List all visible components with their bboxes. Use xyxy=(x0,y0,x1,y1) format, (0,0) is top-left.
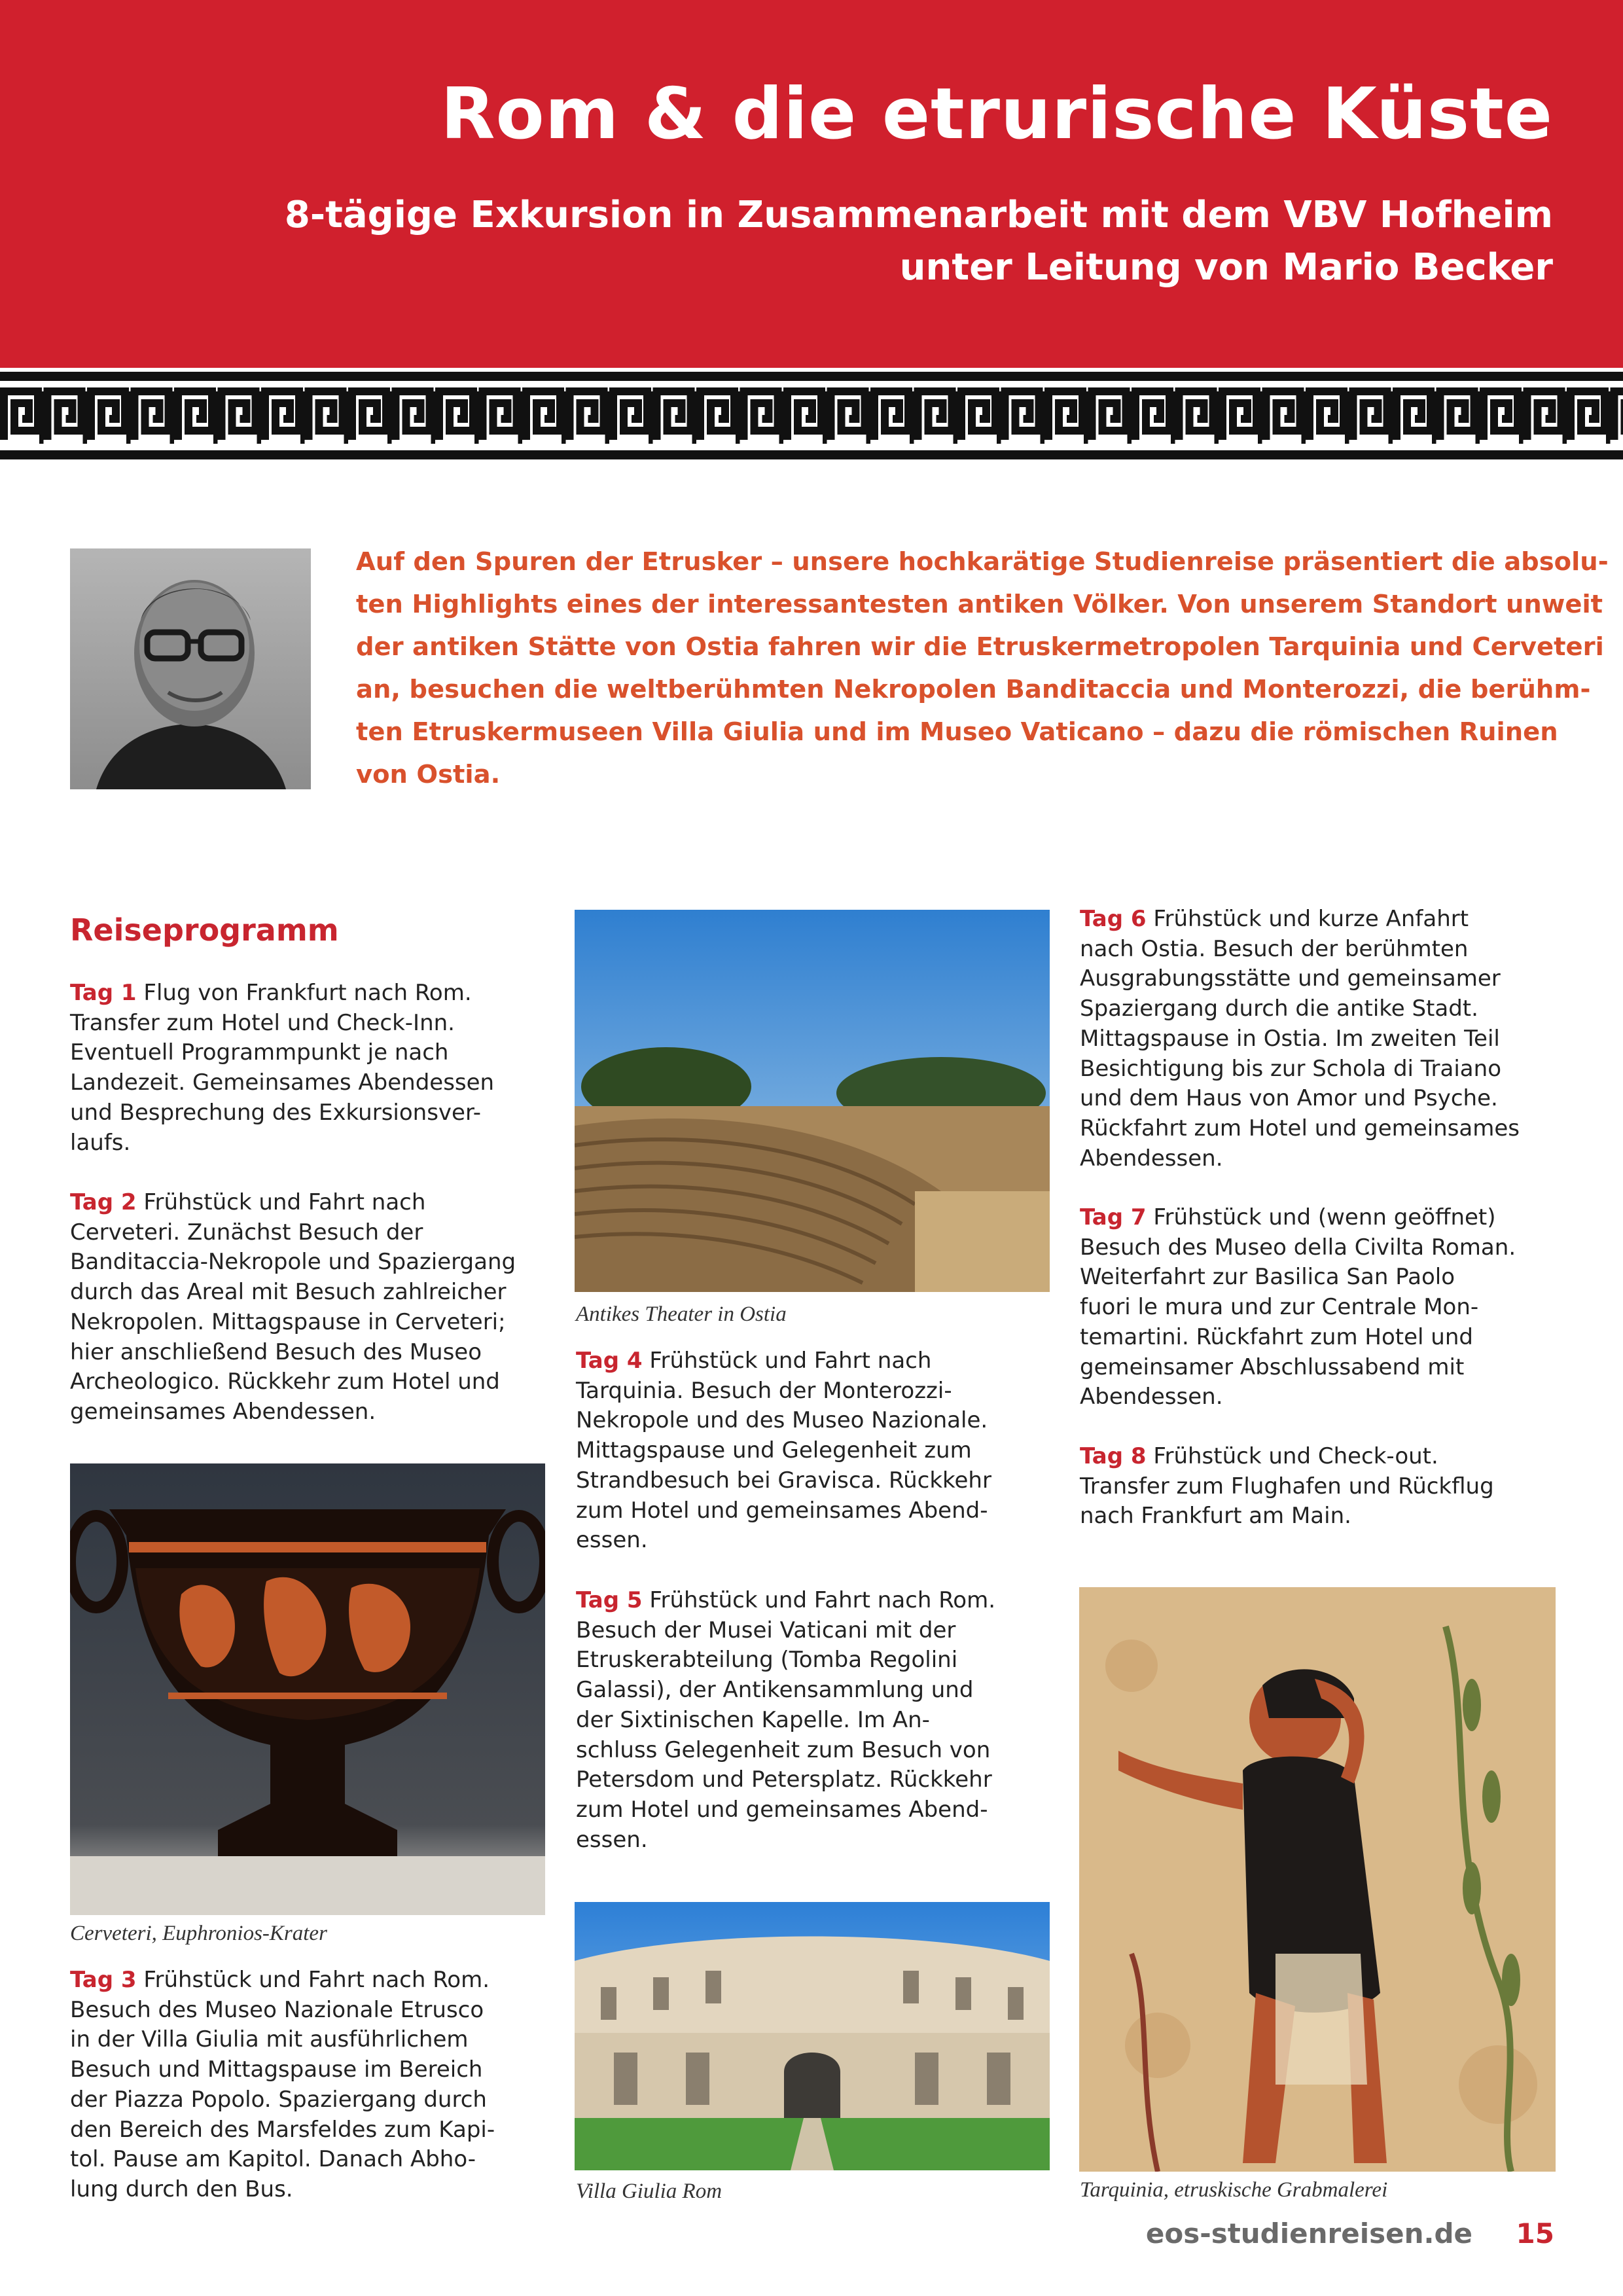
day-text: essen. xyxy=(576,1527,648,1554)
krater-illustration xyxy=(70,1463,545,1915)
greek-key-border xyxy=(0,372,1623,459)
day-text: Mittagspause und Gelegenheit zum xyxy=(576,1437,972,1464)
villa-illustration xyxy=(575,1902,1050,2170)
day-text: Transfer zum Hotel und Check-Inn. xyxy=(70,1009,455,1036)
day-text: nach Frankfurt am Main. xyxy=(1080,1503,1351,1530)
intro-line: ten Etruskermuseen Villa Giulia und im Museo Vaticano – dazu die römischen Ruinen xyxy=(356,717,1558,747)
day-text: Banditaccia-Nekropole und Spaziergang xyxy=(70,1249,516,1276)
day-text: Besuch und Mittagspause im Bereich xyxy=(70,2056,483,2083)
caption-villa: Villa Giulia Rom xyxy=(576,2179,722,2203)
day-text: und dem Haus von Amor und Psyche. xyxy=(1080,1085,1498,1112)
day-2-paragraph xyxy=(70,1188,516,1427)
day-text: zum Hotel und gemeinsames Abend- xyxy=(576,1497,988,1524)
day-text: Nekropole und des Museo Nazionale. xyxy=(576,1407,988,1434)
fresco-illustration xyxy=(1079,1587,1556,2172)
intro-line: an, besuchen die weltberühmten Nekropolen Banditaccia und Monterozzi, die berühm- xyxy=(356,675,1591,704)
day-text: Weiterfahrt zur Basilica San Paolo xyxy=(1080,1264,1455,1291)
day-text: Abendessen. xyxy=(1080,1384,1223,1410)
day-text: Cerveteri. Zunächst Besuch der xyxy=(70,1219,423,1246)
day-text: Frühstück und Fahrt nach xyxy=(642,1348,932,1374)
day-text: Etruskerabteilung (Tomba Regolini xyxy=(576,1647,958,1674)
day-label: Tag 6 xyxy=(1080,906,1147,932)
day-text: Frühstück und Fahrt nach Rom. xyxy=(136,1967,490,1993)
day-text: gemeinsamer Abschlussabend mit xyxy=(1080,1354,1465,1380)
day-text: Frühstück und kurze Anfahrt xyxy=(1146,906,1469,932)
page-subtitle-line-1: 8-tägige Exkursion in Zusammenarbeit mit dem VBV Hofheim xyxy=(284,194,1553,236)
header-banner xyxy=(0,0,1623,368)
day-label: Tag 1 xyxy=(70,980,137,1006)
ostia-illustration xyxy=(575,910,1050,1292)
day-8-paragraph xyxy=(1080,1442,1494,1532)
day-text: schluss Gelegenheit zum Besuch von xyxy=(576,1736,991,1763)
day-text: der Sixtinischen Kapelle. Im An- xyxy=(576,1706,930,1733)
caption-krater: Cerveteri, Euphronios-Krater xyxy=(70,1922,327,1945)
intro-paragraph xyxy=(356,541,1609,796)
day-text: Besuch des Museo Nazionale Etrusco xyxy=(70,1996,484,2023)
day-4-paragraph xyxy=(576,1346,991,1556)
day-3-paragraph xyxy=(70,1965,495,2205)
day-label: Tag 4 xyxy=(576,1348,643,1374)
day-text: lung durch den Bus. xyxy=(70,2176,293,2202)
day-label: Tag 7 xyxy=(1080,1204,1147,1230)
day-text: nach Ostia. Besuch der berühmten xyxy=(1080,935,1469,962)
day-text: hier anschließend Besuch des Museo xyxy=(70,1338,482,1365)
day-text: Nekropolen. Mittagspause in Cerveteri; xyxy=(70,1308,506,1335)
day-5-paragraph xyxy=(576,1586,995,1855)
day-text: Frühstück und Fahrt nach Rom. xyxy=(642,1587,996,1613)
caption-tarquinia: Tarquinia, etruskische Grabmalerei xyxy=(1080,2178,1388,2202)
intro-line: Auf den Spuren der Etrusker – unsere hochkarätige Studienreise präsentiert die absolu- xyxy=(356,547,1609,577)
day-text: Tarquinia. Besuch der Monterozzi- xyxy=(576,1377,952,1404)
day-label: Tag 8 xyxy=(1080,1443,1147,1469)
day-text: Besuch des Museo della Civilta Roman. xyxy=(1080,1234,1516,1261)
portrait-photo xyxy=(70,548,311,789)
day-text: essen. xyxy=(576,1826,648,1853)
day-text: Abendessen. xyxy=(1080,1145,1223,1172)
day-text: zum Hotel und gemeinsames Abend- xyxy=(576,1796,988,1823)
day-text: fuori le mura und zur Centrale Mon- xyxy=(1080,1294,1479,1321)
day-text: Landezeit. Gemeinsames Abendessen xyxy=(70,1069,495,1096)
program-heading: Reiseprogramm xyxy=(70,912,339,948)
page-subtitle-line-2: unter Leitung von Mario Becker xyxy=(899,246,1553,289)
day-text: tol. Pause am Kapitol. Danach Abho- xyxy=(70,2146,476,2173)
day-text: Archeologico. Rückkehr zum Hotel und xyxy=(70,1369,500,1395)
day-text: Flug von Frankfurt nach Rom. xyxy=(136,980,472,1006)
day-text: der Piazza Popolo. Spaziergang durch xyxy=(70,2086,487,2113)
portrait-illustration xyxy=(70,548,311,789)
day-7-paragraph xyxy=(1080,1203,1516,1412)
day-text: Frühstück und Fahrt nach xyxy=(136,1189,426,1215)
intro-line: ten Highlights eines der interessantesten antiken Völker. Von unserem Standort unweit xyxy=(356,590,1603,619)
day-text: Eventuell Programmpunkt je nach xyxy=(70,1039,449,1066)
day-text: Frühstück und Check-out. xyxy=(1146,1443,1438,1469)
day-text: gemeinsames Abendessen. xyxy=(70,1398,376,1425)
day-text: in der Villa Giulia mit ausführlichem xyxy=(70,2026,469,2053)
caption-ostia: Antikes Theater in Ostia xyxy=(576,1302,787,1326)
intro-line: von Ostia. xyxy=(356,760,501,789)
ostia-theater-photo xyxy=(575,910,1050,1292)
page-title: Rom & die etrurische Küste xyxy=(440,73,1553,155)
day-text: Spaziergang durch die antike Stadt. xyxy=(1080,996,1478,1022)
day-text: Strandbesuch bei Gravisca. Rückkehr xyxy=(576,1467,991,1494)
day-text: und Besprechung des Exkursionsver- xyxy=(70,1099,482,1126)
day-label: Tag 2 xyxy=(70,1189,137,1215)
day-1-paragraph xyxy=(70,978,494,1158)
day-label: Tag 3 xyxy=(70,1967,137,1993)
footer-website: eos-studienreisen.de xyxy=(1145,2217,1472,2250)
day-text: durch das Areal mit Besuch zahlreicher xyxy=(70,1279,507,1306)
day-text: laufs. xyxy=(70,1129,131,1156)
villa-giulia-photo xyxy=(575,1902,1050,2170)
day-text: Frühstück und (wenn geöffnet) xyxy=(1146,1204,1496,1230)
day-text: Galassi), der Antikensammlung und xyxy=(576,1677,974,1704)
day-text: Petersdom und Petersplatz. Rückkehr xyxy=(576,1767,992,1793)
day-text: Besuch der Musei Vaticani mit der xyxy=(576,1617,956,1643)
tarquinia-fresco-photo xyxy=(1079,1587,1556,2172)
intro-line: der antiken Stätte von Ostia fahren wir die Etruskermetropolen Tarquinia und Cerveteri xyxy=(356,632,1604,662)
page-number: 15 xyxy=(1516,2217,1554,2250)
day-text: Ausgrabungsstätte und gemeinsamer xyxy=(1080,965,1501,992)
day-text: Rückfahrt zum Hotel und gemeinsames xyxy=(1080,1115,1520,1141)
day-text: Mittagspause in Ostia. Im zweiten Teil xyxy=(1080,1025,1500,1052)
day-text: temartini. Rückfahrt zum Hotel und xyxy=(1080,1323,1473,1350)
day-text: den Bereich des Marsfeldes zum Kapi- xyxy=(70,2116,495,2143)
day-label: Tag 5 xyxy=(576,1587,643,1613)
day-text: Besichtigung bis zur Schola di Traiano xyxy=(1080,1055,1501,1082)
krater-photo xyxy=(70,1463,545,1915)
day-text: Transfer zum Flughafen und Rückflug xyxy=(1080,1473,1494,1499)
day-6-paragraph xyxy=(1080,905,1520,1174)
